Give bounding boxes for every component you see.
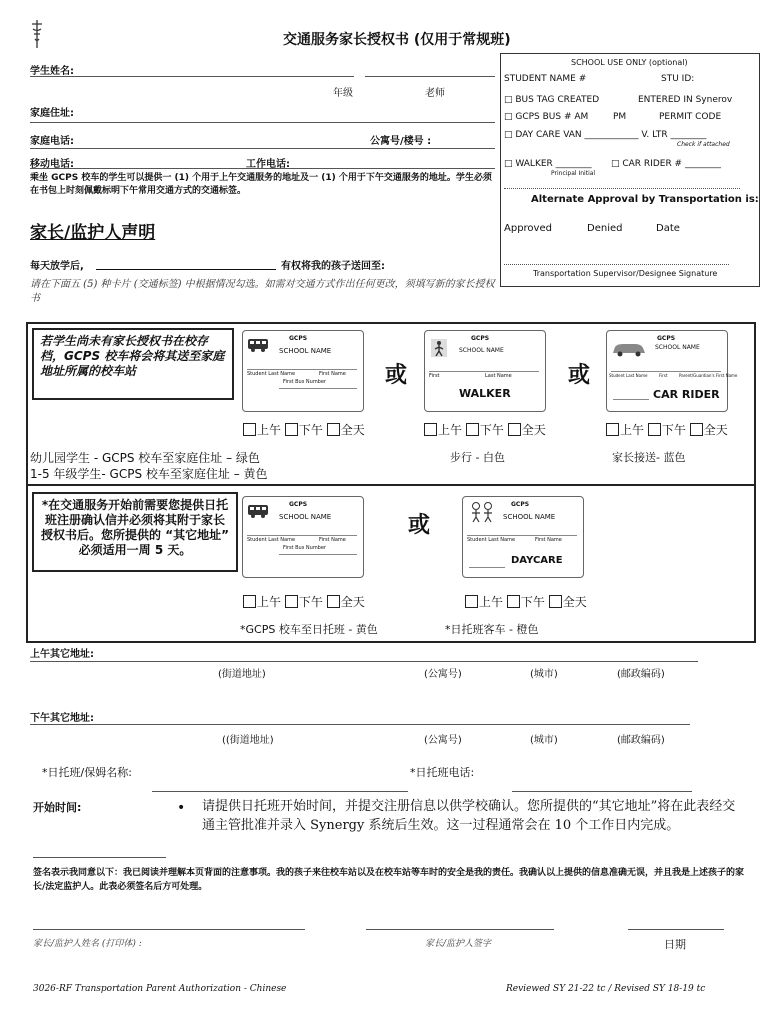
daily-prefix: 每天放学后, (30, 261, 84, 272)
card-student-last: Student Last Name (609, 373, 648, 378)
su-student-name: STUDENT NAME # (504, 74, 587, 84)
am-street-label: (街道地址) (218, 669, 266, 680)
su-principal-initial: Principal Initial (551, 170, 596, 177)
bus-grade15-desc: 1-5 年级学生- GCPS 校车至家庭住址 – 黄色 (30, 467, 268, 481)
car-rider-card (606, 330, 738, 412)
am-address-line[interactable] (30, 661, 698, 662)
daily-suffix: 有权将我的孩子送回至: (281, 261, 385, 272)
su-supervisor-sig: Transportation Supervisor/Designee Signature (533, 269, 718, 278)
footer-form-id: 3026-RF Transportation Parent Authorization - Chinese (33, 984, 287, 994)
su-daycare-van[interactable]: □ DAY CARE VAN ____________ V. LTR ________ (504, 130, 707, 140)
grade-line[interactable] (365, 76, 495, 77)
signature-line[interactable] (366, 929, 554, 930)
checkbox[interactable] (327, 595, 340, 608)
su-stu-id: STU ID: (661, 74, 695, 84)
footer-revision: Reviewed SY 21-22 tc / Revised SY 18-19 tc (506, 984, 706, 994)
page-title: 交通服务家长授权书 (仅用于常规班) (283, 32, 511, 48)
su-check-attached: Check if attached (677, 141, 730, 148)
su-divider (504, 188, 740, 189)
checkbox[interactable] (327, 423, 340, 436)
school-use-box (500, 53, 760, 287)
am-address-label: 上午其它地址: (30, 649, 94, 660)
daycare-bus-card (242, 496, 364, 578)
declaration-heading: 家长/监护人声明 (30, 223, 156, 243)
card-gcps: GCPS (289, 501, 308, 508)
daycare-bus-desc: *GCPS 校车至日托班 - 黄色 (240, 623, 378, 636)
address-label: 家庭住址: (30, 108, 74, 119)
card-first: First (429, 373, 440, 379)
su-permit: PERMIT CODE (659, 112, 722, 122)
pm-street-label: ((街道地址) (222, 735, 274, 746)
bus-icon (247, 503, 269, 519)
card-parent: Parent/Guardian's First Name (679, 373, 738, 378)
bus-icon (247, 337, 269, 353)
home-phone-label: 家庭电话: (30, 136, 74, 147)
walker-icon (431, 339, 447, 357)
card-first-name: First Name (319, 537, 346, 543)
grade-label: 年级 (333, 88, 353, 99)
or-label-1: 或 (385, 363, 408, 388)
car-rider-time-options[interactable]: 上午 下午 全天 (606, 421, 728, 438)
car-rider-desc: 家长接送- 蓝色 (612, 451, 686, 464)
card-gcps: GCPS (657, 335, 676, 342)
checkbox[interactable] (465, 595, 478, 608)
checkbox[interactable] (243, 595, 256, 608)
bus-card (242, 330, 364, 412)
daycare-phone-label: *日托班电话: (410, 766, 475, 779)
card-first-bus: First Bus Number (283, 379, 326, 385)
su-pm: PM (613, 112, 627, 122)
card-daycare-label: DAYCARE (511, 555, 563, 566)
am-zip-label: (邮政编码) (617, 669, 665, 680)
student-name-line[interactable] (30, 76, 354, 77)
card-walker-label: WALKER (459, 387, 511, 400)
home-phone-line[interactable] (30, 148, 495, 149)
pm-address-label: 下午其它地址: (30, 713, 94, 724)
walker-time-options[interactable]: 上午 下午 全天 (424, 421, 546, 438)
card-gcps: GCPS (289, 335, 308, 342)
printed-name-label: 家长/监护人姓名 (打印体) : (33, 939, 142, 949)
daycare-van-card (462, 496, 584, 578)
checkbox[interactable] (424, 423, 437, 436)
daycare-phone-line[interactable] (512, 791, 692, 792)
children-icon (469, 501, 495, 523)
date-label: 日期 (664, 938, 686, 951)
authorized-person-line[interactable] (96, 269, 276, 270)
bus-address-note: 乘坐 GCPS 校车的学生可以提供一 (1) 个用于上午交通服务的地址及一 (1) 个用于下午交通服务的地址。学生必须在书包上时刻佩戴标明下午常用交通方式的交通标签。 (30, 173, 492, 196)
signature-label: 家长/监护人签字 (425, 939, 492, 949)
teacher-label: 老师 (425, 88, 445, 99)
su-bus-tag[interactable]: □ BUS TAG CREATED (504, 95, 600, 105)
bullet-dot: • (177, 800, 186, 816)
su-walker[interactable]: □ WALKER ________ (504, 159, 592, 169)
daycare-name-line[interactable] (152, 791, 408, 792)
card-student-last: Student Last Name (247, 371, 296, 377)
card-first-name: First Name (535, 537, 562, 543)
student-name-label: 学生姓名: (30, 66, 74, 77)
su-entered: ENTERED IN Synerov (638, 95, 733, 105)
su-approved[interactable]: Approved (504, 223, 552, 234)
am-city-label: (城市) (530, 669, 558, 680)
card-gcps: GCPS (471, 335, 490, 342)
card-gcps: GCPS (511, 501, 530, 508)
pm-city-label: (城市) (530, 735, 558, 746)
card-student-last: Student Last Name (247, 537, 296, 543)
checkbox[interactable] (285, 595, 298, 608)
pm-apt-label: (公寓号) (424, 735, 462, 746)
checkbox[interactable] (690, 423, 703, 436)
work-phone-label: 工作电话: (246, 159, 290, 170)
card-first: First (659, 373, 668, 378)
checkbox[interactable] (466, 423, 479, 436)
mobile-line[interactable] (30, 168, 495, 169)
checkbox[interactable] (243, 423, 256, 436)
instruction-text: 请在下面五 (5) 种卡片 (交通标签) 中根据情况勾选。如需对交通方式作出任何更改，须填写新的家长授权书 (30, 279, 495, 304)
pm-zip-label: (邮政编码) (617, 735, 665, 746)
checkbox[interactable] (508, 423, 521, 436)
su-gcps-bus[interactable]: □ GCPS BUS # AM (504, 112, 589, 122)
date-line[interactable] (628, 929, 724, 930)
start-time-note: 请提供日托班开始时间，并提交注册信息以供学校确认。您所提供的“其它地址”将在此表经交通主管批准并录入 Synergy 系统后生效。这一过程通常会在 10 个工作日内完成。 (202, 799, 736, 833)
daycare-bus-time-options[interactable]: 上午 下午 全天 (243, 593, 365, 610)
bus-home-time-options[interactable]: 上午 下午 全天 (243, 421, 365, 438)
no-authorization-note: 若学生尚未有家长授权书在校存档，GCPS 校车将会将其送至家庭地址所属的校车站 (32, 328, 234, 400)
am-apt-label: (公寓号) (424, 669, 462, 680)
walker-card (424, 330, 546, 412)
pm-address-line[interactable] (30, 724, 690, 725)
checkbox[interactable] (507, 595, 520, 608)
or-label-2: 或 (568, 363, 591, 388)
card-school-name: SCHOOL NAME (279, 513, 332, 521)
su-denied[interactable]: Denied (587, 223, 623, 234)
card-school-name: SCHOOL NAME (279, 347, 332, 355)
address-line[interactable] (30, 122, 495, 123)
su-car-rider[interactable]: □ CAR RIDER # ________ (611, 159, 721, 169)
walker-desc: 步行 - 白色 (450, 451, 505, 464)
card-student-last: Student Last Name (467, 537, 516, 543)
checkbox[interactable] (549, 595, 562, 608)
or-label-3: 或 (408, 513, 431, 538)
bus-kindergarten-desc: 幼儿园学生 - GCPS 校车至家庭住址 – 绿色 (30, 451, 260, 465)
su-alt-approval: Alternate Approval by Transportation is: (531, 194, 759, 205)
card-school-name: SCHOOL NAME (503, 513, 556, 521)
su-date: Date (656, 223, 680, 234)
daycare-confirmation-note: *在交通服务开始前需要您提供日托班注册确认信并必须将其附于家长授权书后。您所提供的 “其它地址” 必须适用一周 5 天。 (32, 492, 238, 572)
start-time-line[interactable] (33, 857, 166, 858)
car-icon (611, 341, 647, 357)
daycare-van-desc: *日托班客车 - 橙色 (445, 623, 539, 636)
card-first-bus: First Bus Number (283, 545, 326, 551)
signature-statement: 签名表示我同意以下：我已阅读并理解本页背面的注意事项。我的孩子来往校车站以及在校车站等车时的安全是我的责任。我确认以上提供的信息准确无误，并且我是上述孩子的家长/法定监护人。此表必须签名后方可处理。 (33, 868, 745, 892)
start-time-label: 开始时间: (33, 801, 82, 814)
card-last: Last Name (485, 373, 512, 379)
card-first-name: First Name (319, 371, 346, 377)
gcps-logo (30, 18, 44, 50)
daycare-van-time-options[interactable]: 上午 下午 全天 (465, 593, 587, 610)
school-use-heading: SCHOOL USE ONLY (optional) (571, 58, 688, 67)
checkbox[interactable] (606, 423, 619, 436)
printed-name-line[interactable] (33, 929, 305, 930)
checkbox[interactable] (648, 423, 661, 436)
daycare-name-label: *日托班/保姆名称: (42, 766, 132, 779)
mobile-label: 移动电话: (30, 159, 74, 170)
card-school-name: SCHOOL NAME (655, 344, 700, 351)
su-sig-line[interactable] (504, 264, 729, 265)
checkbox[interactable] (285, 423, 298, 436)
apt-label: 公寓号/楼号 : (370, 136, 432, 147)
card-school-name: SCHOOL NAME (459, 347, 504, 354)
card-car-label: CAR RIDER (653, 388, 720, 401)
